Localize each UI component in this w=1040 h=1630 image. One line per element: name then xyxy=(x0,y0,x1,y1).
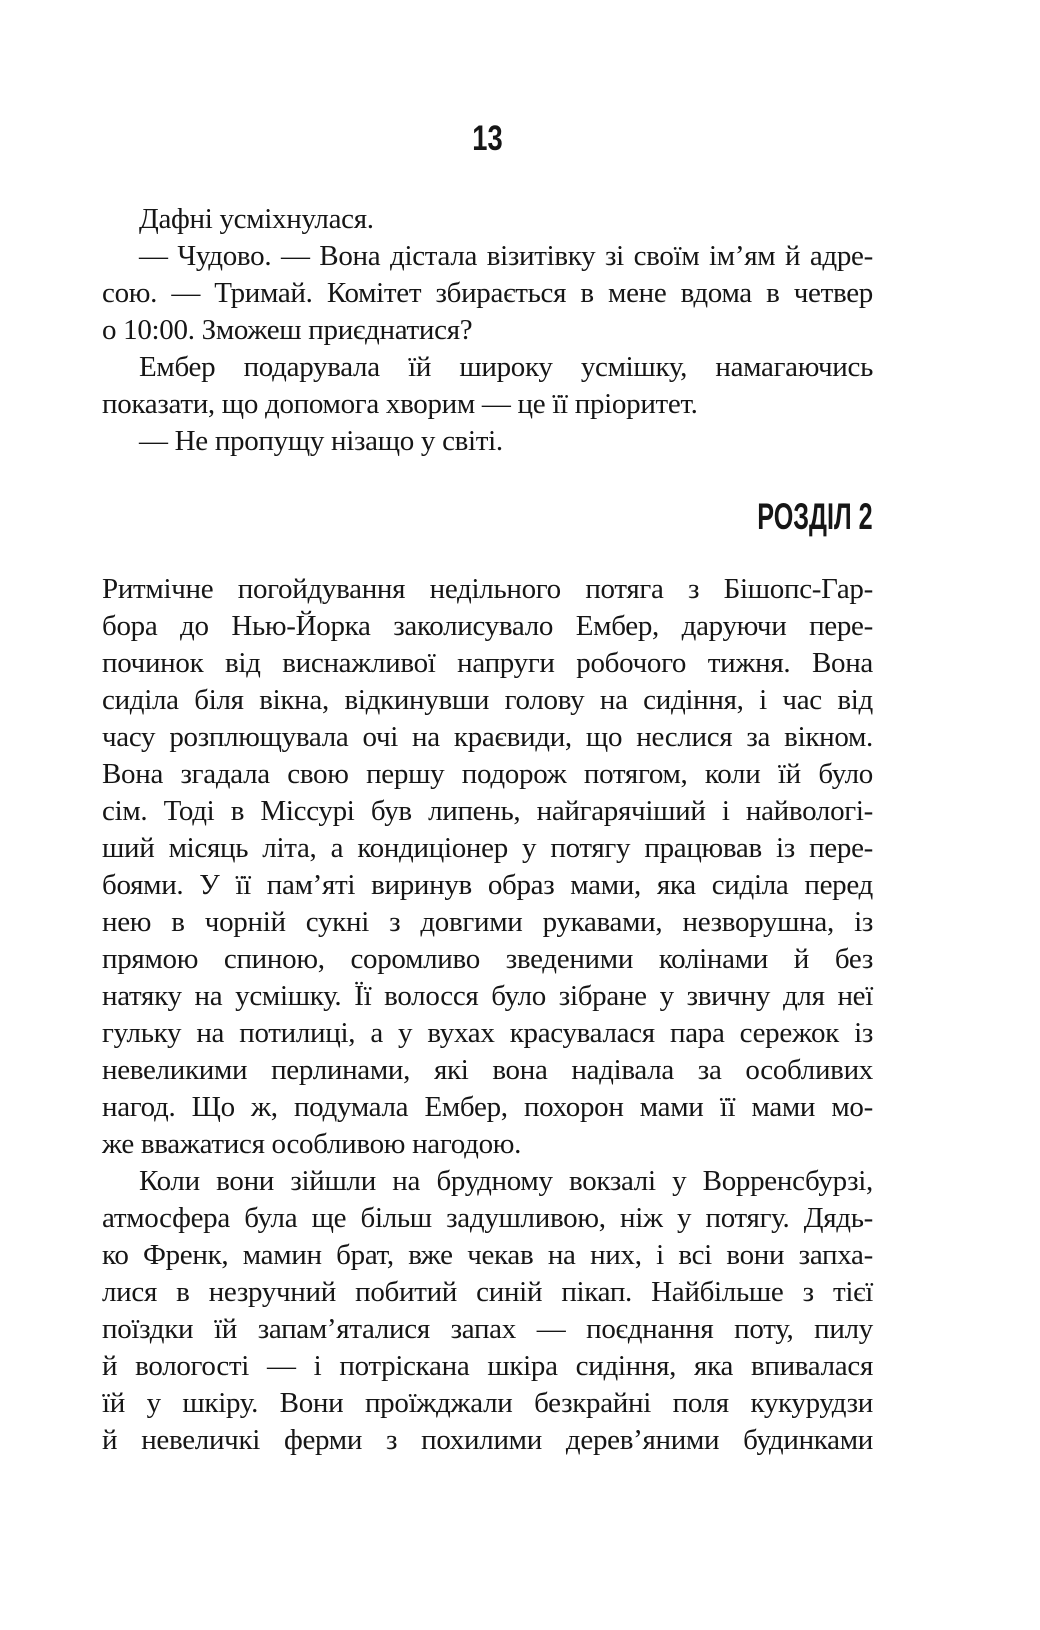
text-line: сім. Тоді в Міссурі був липень, найгарячіший і найвологі- xyxy=(102,795,873,827)
text-line: лися в незручний побитий синій пікап. Найбільше з тієї xyxy=(102,1276,873,1308)
text-line: нагод. Що ж, подумала Ембер, похорон мами її мами мо- xyxy=(102,1091,873,1123)
text-line: натяку на усмішку. Її волосся було зібране у звичну для неї xyxy=(102,980,873,1012)
text-line: Дафні усміхнулася. xyxy=(139,203,374,235)
text-line: о 10:00. Зможеш приєднатися? xyxy=(102,314,473,346)
chapter2-body-text xyxy=(102,571,873,1459)
text-line: — Не пропущу нізащо у світі. xyxy=(139,425,503,457)
text-line: їй у шкіру. Вони проїжджали безкрайні поля кукурудзи xyxy=(102,1387,873,1419)
text-line: невеликими перлинами, які вона надівала за особливих xyxy=(102,1054,873,1086)
text-line: атмосфера була ще більш задушливою, ніж у потягу. Дядь- xyxy=(102,1202,873,1234)
text-line: нею в чорній сукні з довгими рукавами, незворушна, із xyxy=(102,906,873,938)
text-line: Вона згадала свою першу подорож потягом, коли їй було xyxy=(102,758,873,790)
text-line: Коли вони зійшли на брудному вокзалі у Ворренсбурзі, xyxy=(139,1165,873,1197)
text-line: починок від виснажливої напруги робочого тижня. Вона xyxy=(102,647,873,679)
text-line: гульку на потилиці, а у вухах красувалася пара сережок із xyxy=(102,1017,873,1049)
text-line: й невеличкі ферми з похилими дерев’яними будинками xyxy=(102,1424,873,1456)
text-line: ко Френк, мамин брат, вже чекав на них, і всі вони запха- xyxy=(102,1239,873,1271)
chapter-heading xyxy=(102,496,873,543)
text-line: Ембер подарувала їй широку усмішку, намагаючись xyxy=(139,351,873,383)
chapter-heading-text: РОЗДІЛ 2 xyxy=(757,496,873,537)
page-number xyxy=(102,119,873,163)
text-line: Ритмічне погойдування недільного потяга з Бішопс-Гар- xyxy=(102,573,873,605)
chapter1-ending-text xyxy=(102,201,873,460)
text-line: сою. — Тримай. Комітет збирається в мене вдома в четвер xyxy=(102,277,873,309)
text-line: сиділа біля вікна, відкинувши голову на сидіння, і час від xyxy=(102,684,873,716)
text-line: бора до Нью-Йорка заколисувало Ембер, даруючи пере- xyxy=(102,610,873,642)
text-line: боями. У її пам’яті виринув образ мами, яка сиділа перед xyxy=(102,869,873,901)
text-line: ший місяць літа, а кондиціонер у потягу працював із пере- xyxy=(102,832,873,864)
text-line: часу розплющувала очі на краєвиди, що неслися за вікном. xyxy=(102,721,873,753)
text-line: показати, що допомога хворим — це її пріоритет. xyxy=(102,388,698,420)
text-line: поїздки їй запам’яталися запах — поєднання поту, пилу xyxy=(102,1313,873,1345)
text-line: й вологості — і потріскана шкіра сидіння, яка впивалася xyxy=(102,1350,873,1382)
text-line: — Чудово. — Вона дістала візитівку зі своїм ім’ям й адре- xyxy=(139,240,873,272)
page-number-text: 13 xyxy=(472,119,503,158)
text-line: прямою спиною, соромливо зведеними колінами й без xyxy=(102,943,873,975)
text-line: же вважатися особливою нагодою. xyxy=(102,1128,522,1160)
